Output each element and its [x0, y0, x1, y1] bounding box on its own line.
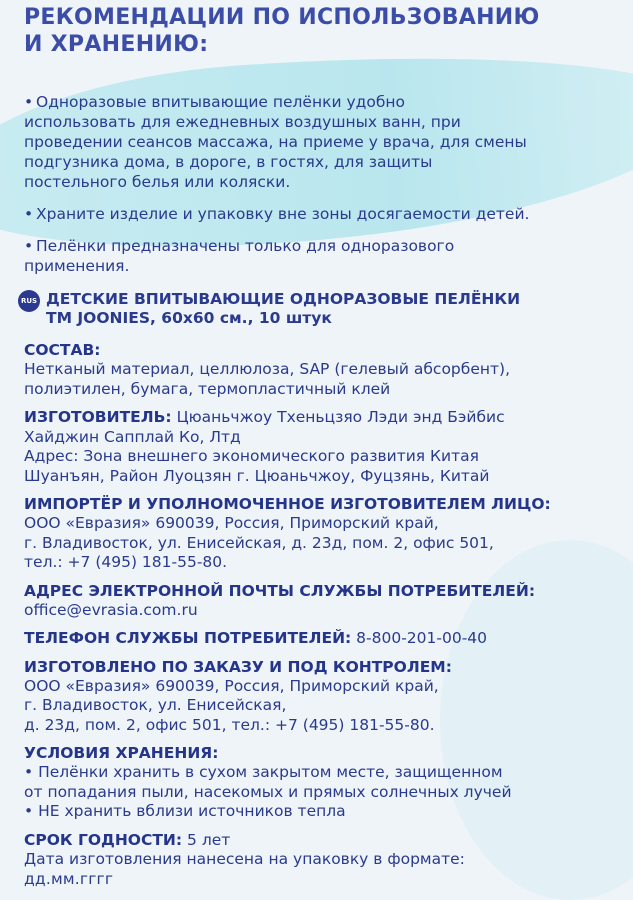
usage-bullet-2	[24, 204, 633, 224]
email-value: office@evrasia.com.ru	[24, 600, 198, 619]
storage-line-1: • Пелёнки хранить в сухом закрытом месте, защищенном	[24, 763, 503, 781]
manufacturer-section	[24, 407, 633, 486]
rus-language-badge: RUS	[18, 290, 40, 312]
product-title-line-1: ДЕТСКИЕ ВПИТЫВАЮЩИЕ ОДНОРАЗОВЫЕ ПЕЛЁНКИ	[46, 290, 521, 308]
email-label: АДРЕС ЭЛЕКТРОННОЙ ПОЧТЫ СЛУЖБЫ ПОТРЕБИТЕЛЕЙ:	[24, 581, 536, 600]
ordered-by-label: ИЗГОТОВЛЕНО ПО ЗАКАЗУ И ПОД КОНТРОЛЕМ:	[24, 657, 452, 676]
title-line-2: И ХРАНЕНИЮ:	[24, 32, 209, 57]
product-heading	[18, 290, 633, 328]
page-title	[24, 0, 633, 58]
importer-line-3: тел.: +7 (495) 181-55-80.	[24, 553, 228, 571]
shelf-life-line-2: дд.мм.гггг	[24, 869, 114, 888]
importer-line-2: г. Владивосток, ул. Енисейская, д. 23д, пом. 2, офис 501,	[24, 533, 494, 552]
bullet-2-line-1: Храните изделие и упаковку вне зоны досягаемости детей.	[36, 205, 530, 223]
composition-section	[24, 340, 633, 399]
manufacturer-name-1: Цюаньчжоу Тхеньцзяо Лэди энд Бэйбис	[176, 408, 505, 426]
title-line-1: РЕКОМЕНДАЦИИ ПО ИСПОЛЬЗОВАНИЮ	[24, 5, 540, 30]
email-section	[24, 581, 633, 621]
bullet-3-line-2: применения.	[24, 257, 130, 275]
composition-line-2: полиэтилен, бумага, термопластичный клей	[24, 379, 391, 398]
phone-section	[24, 628, 633, 649]
product-title	[46, 290, 520, 328]
importer-label: ИМПОРТЁР И УПОЛНОМОЧЕННОЕ ИЗГОТОВИТЕЛЕМ ЛИЦО:	[24, 495, 551, 513]
bullet-1-line-5: постельного белья или коляски.	[24, 173, 291, 191]
ordered-by-line-3: д. 23д, пом. 2, офис 501, тел.: +7 (495) 181-55-80.	[24, 715, 435, 734]
storage-line-3: • НЕ хранить вблизи источников тепла	[24, 802, 346, 820]
phone-value: 8-800-201-00-40	[356, 629, 488, 647]
importer-line-1: ООО «Евразия» 690039, Россия, Приморский край,	[24, 514, 439, 532]
bullet-1-line-3: проведении сеансов массажа, на приеме у врача, для смены	[24, 133, 527, 151]
manufacturer-label: ИЗГОТОВИТЕЛЬ:	[24, 408, 172, 426]
ordered-by-line-1: ООО «Евразия» 690039, Россия, Приморский край,	[24, 676, 439, 695]
bullet-1-line-2: использовать для ежедневных воздушных ванн, при	[24, 113, 461, 131]
composition-line-1: Нетканый материал, целлюлоза, SAP (гелевый абсорбент),	[24, 360, 510, 378]
bullet-dot: •	[24, 93, 34, 111]
product-title-line-2: ТМ JOONIES, 60х60 см., 10 штук	[46, 309, 332, 327]
bullet-1-line-1: Одноразовые впитывающие пелёнки удобно	[36, 93, 406, 111]
importer-section	[24, 494, 633, 573]
shelf-life-section	[24, 830, 633, 890]
manufacturer-address-2: Шуанъян, Район Луоцзян г. Цюаньчжоу, Фуцзянь, Китай	[24, 466, 490, 485]
storage-line-2: от попадания пыли, насекомых и прямых солнечных лучей	[24, 782, 512, 801]
phone-label: ТЕЛЕФОН СЛУЖБЫ ПОТРЕБИТЕЛЕЙ:	[24, 629, 352, 647]
composition-label: СОСТАВ:	[24, 341, 101, 359]
shelf-life-line-1: Дата изготовления нанесена на упаковку в формате:	[24, 850, 465, 868]
manufacturer-address-1: Адрес: Зона внешнего экономического развития Китая	[24, 447, 479, 465]
shelf-life-value: 5 лет	[187, 830, 231, 849]
ordered-by-section	[24, 657, 633, 736]
bullet-dot: •	[24, 205, 34, 223]
storage-section	[24, 743, 633, 822]
bullet-dot: •	[24, 237, 34, 255]
bullet-3-line-1: Пелёнки предназначены только для одноразового	[36, 237, 455, 255]
bullet-1-line-4: подгузника дома, в дороге, в гостях, для защиты	[24, 153, 433, 171]
manufacturer-name-2: Хайджин Сапплай Ко, Лтд	[24, 427, 241, 446]
usage-bullet-3	[24, 236, 584, 276]
storage-label: УСЛОВИЯ ХРАНЕНИЯ:	[24, 744, 219, 762]
usage-bullet-1	[24, 92, 614, 192]
ordered-by-line-2: г. Владивосток, ул. Енисейская,	[24, 696, 287, 714]
shelf-life-label: СРОК ГОДНОСТИ:	[24, 830, 183, 849]
